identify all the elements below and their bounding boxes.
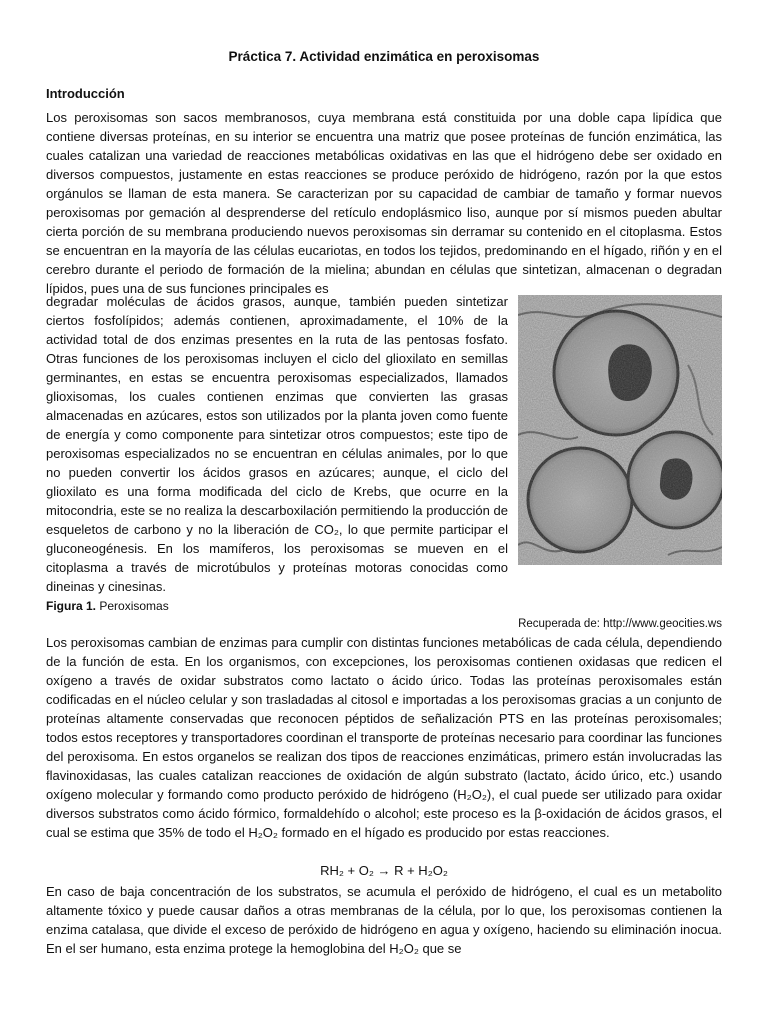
paragraph-catalase: En caso de baja concentración de los substratos, se acumula el peróxido de hidrógeno, el cual es un metabolito altamente tóxico y puede causar daños a otras membranas de la célula, por lo que, los peroxisomas contienen la enzima catalasa, que divide el exceso de peróxido de hidrógeno en agua y oxígeno, haciendo su eliminación inocua. En el ser humano, esta enzima protege la hemoglobina del H₂O₂ que se: [46, 884, 722, 956]
peroxisome-micrograph: [518, 295, 722, 565]
figure-caption: [46, 597, 169, 616]
paragraph-functions: degradar moléculas de ácidos grasos, aunque, también pueden sintetizar ciertos fosfolípidos; además contienen, aproximadamente, el 10% de la actividad total de dos enzimas presentes en la ruta de las pentosas fosfato. Otras funciones de los peroxisomas incluyen el ciclo del glioxilato en semillas germinantes, en estas se encuentra peroxisomas especializados, llamados glioxisomas, los cuales contienen enzimas que convierten las grasas almacenadas en azúcares, estos son utilizados por la planta joven como fuente de energía y como componente para sintetizar otros compuestos; este tipo de peroxisomas especializados no se encuentran en células animales, por lo que no pueden convertir los ácidos grasos en azúcares; aunque, el ciclo del glioxilato es una forma modificada del ciclo de Krebs, que ocurre en la mitocondria, este se no realiza la descarboxilación permitiendo la producción de esqueletos de carbono y no la liberación de CO₂, lo que permite participar el gluconeogénesis. En los mamíferos, los peroxisomas se mueven en el citoplasma a través de microtúbulos y proteínas motoras conocidas como dineinas y cinesinas.: [46, 294, 508, 594]
figure-label: Figura 1.: [46, 599, 97, 613]
section-heading-introduction: Introducción: [46, 86, 125, 101]
figure-caption-text: Peroxisomas: [99, 599, 169, 613]
paragraph-intro: Los peroxisomas son sacos membranosos, cuya membrana está constituida por una doble capa lipídica que contiene diversas proteínas, en su interior se encuentra una matriz que posee proteínas de función enzimática, las cuales catalizan una variedad de reacciones metabólicas oxidativas en las que el hidrógeno debe ser oxidado en diversos compuestos, justamente en estas reacciones se produce peróxido de hidrógeno, razón por la que estos orgánulos se llaman de esta manera. Se caracterizan por su capacidad de cambiar de tamaño y formar nuevos peroxisomas por gemación al desprenderse del retículo endoplásmico liso, aunque por sí mismos pueden abultar cierta porción de su membrana produciendo nuevos peroxisomas sin derramar su contenido en el citoplasma. Estos se encuentran en la mayoría de las células eucariotas, en todos los tejidos, predominando en el hígado, riñón y en el cerebro durante el periodo de formación de la mielina; abundan en células que sintetizan, almacenan o degradan lípidos, pues una de sus funciones principales es: [46, 110, 722, 296]
figure-source: Recuperada de: http://www.geocities.ws: [518, 618, 722, 630]
text-figure-wrap: [46, 292, 722, 596]
page-title: Práctica 7. Actividad enzimática en peroxisomas: [228, 49, 540, 64]
paragraph-enzymes: Los peroxisomas cambian de enzimas para cumplir con distintas funciones metabólicas de cada célula, dependiendo de la función de esta. En los organismos, con excepciones, los peroxisomas contienen oxidasas que redicen el oxígeno a través de oxidar substratos como lactato o ácido úrico. Todas las proteínas peroxisomales están codificadas en el núcleo celular y son trasladadas al citosol e importadas a los peroxisomas gracias a un conjunto de proteínas altamente conservadas que reconocen péptidos de señalización PTS en las proteínas peroxisomales; todos estos receptores y transportadores coordinan el transporte de proteínas necesario para coordinar las funciones del peroxisoma. En estos organelos se realizan dos tipos de reacciones enzimáticas, primero están involucradas las flavinoxidasas, las cuales catalizan reacciones de oxidación de algún substrato (lactato, ácido úrico, etc.) usando oxígeno molecular y formando como producto peróxido de hidrógeno (H₂O₂), el cual puede ser utilizado para oxidar diversos substratos como ácido fórmico, formaldehído o alcohol; este proceso es la β-oxidación de ácidos grasos, el cual se estima que 35% de todo el H₂O₂ formado en el hígado es producido por estas reacciones.: [46, 635, 722, 840]
reaction-equation: RH₂ + O₂ → R + H₂O₂: [320, 863, 448, 878]
